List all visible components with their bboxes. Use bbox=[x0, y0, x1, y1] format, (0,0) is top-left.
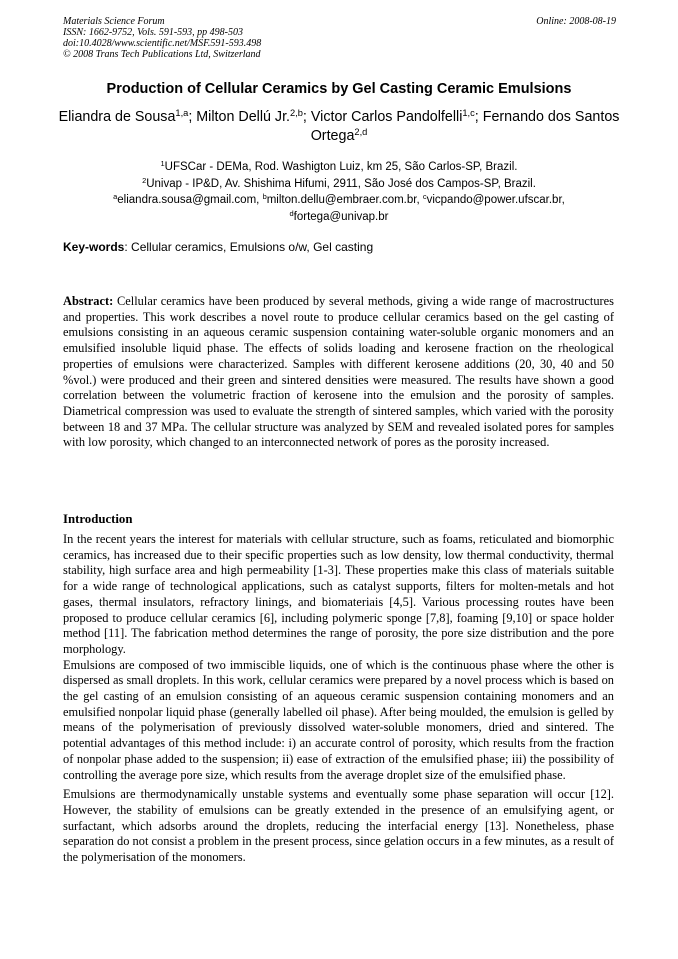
intro-paragraph-3: Emulsions are thermodynamically unstable systems and eventually some phase separation will occur [12]. However, the stability of emulsions can be greatly extended in the presence of an emulsifying agent, or surfactant, which adsorbs around the droplets, reducing the interfacial energy [13]. Nonetheless, phase separation do not consist a problem in the present process, since gelation occurs in a few minutes, as a result of the polymerisation of the monomers. bbox=[63, 787, 614, 865]
author-name: Eliandra de Sousa bbox=[58, 109, 176, 125]
author-superscript: 2,b bbox=[290, 108, 303, 119]
abstract-text: Cellular ceramics have been produced by several methods, giving a wide range of macrostructures and properties. This work describes a novel route to produce cellular ceramics based on the gel casting of emulsions consisting in an aqueous ceramic suspension containing water-soluble organic monomers and an emulsified insoluble liquid phase. The effects of solids loading and kerosene fraction on the rheological properties of emulsions were characterized. Samples with different kerosene additions (20, 30, 40 and 50 %vol.) were produced and their green and sintered densities were measured. The results have shown a good correlation between the volumetric fraction of kerosene into the emulsion and the porosity of samples. Diametrical compression was used to evaluate the strength of sintered samples, which varied with the porosity between 18 and 37 MPa. The cellular structure was analyzed by SEM and revealed isolated pores for samples with low porosity, which changed to an interconnected network of pores as the porosity increased. bbox=[63, 294, 614, 450]
affiliations bbox=[50, 159, 628, 225]
author-superscript: 2,d bbox=[354, 127, 368, 138]
affiliation-2 bbox=[50, 176, 628, 193]
author-list bbox=[55, 108, 623, 146]
paper-title: Production of Cellular Ceramics by Gel Casting Ceramic Emulsions bbox=[106, 81, 572, 97]
email-address[interactable]: eliandra.sousa@gmail.com, bbox=[117, 194, 263, 206]
author-superscript: 1,a bbox=[175, 108, 189, 119]
copyright-line: © 2008 Trans Tech Publications Ltd, Switzerland bbox=[63, 49, 261, 60]
author-superscript: 1,c bbox=[462, 108, 475, 119]
email-superscript: c bbox=[422, 192, 427, 202]
doi-line: doi:10.4028/www.scientific.net/MSF.591-593.498 bbox=[63, 38, 262, 49]
affiliation-text: Univap - IP&D, Av. Shishima Hifumi, 2911, São José dos Campos-SP, Brazil. bbox=[146, 177, 536, 190]
abstract-paragraph bbox=[63, 294, 614, 451]
email-line-2 bbox=[50, 209, 628, 226]
affiliation-text: UFSCar - DEMa, Rod. Washigton Luiz, km 25, São Carlos-SP, Brazil. bbox=[164, 161, 518, 173]
author-name: ; Fernando dos Santos Ortega bbox=[310, 109, 620, 144]
keywords-text: : Cellular ceramics, Emulsions o/w, Gel casting bbox=[124, 240, 374, 254]
issn-line: ISSN: 1662-9752, Vols. 591-593, pp 498-503 bbox=[63, 27, 243, 38]
journal-name: Materials Science Forum bbox=[63, 16, 165, 27]
email-superscript: b bbox=[262, 192, 267, 202]
author-name: ; Victor Carlos Pandolfelli bbox=[302, 109, 463, 125]
email-address[interactable]: milton.dellu@embraer.com.br, bbox=[266, 194, 423, 206]
introduction-body bbox=[63, 532, 614, 866]
intro-paragraph-1: In the recent years the interest for materials with cellular structure, such as foams, reticulated and biomorphic ceramics, has increased due to their specific properties such as low density, low thermal conductivity, thermal stability, high surface area and high permeability [1-3]. These properties make this class of materials suitable for a wide range of technological applications, such as catalyst supports, filters for molten-metals and hot gases, thermal insulators, refractory linings, and biomateriais [4,5]. Various processing routes have been proposed to produce cellular ceramics [6], including polymeric sponge [7,8], foaming [9,10] or space holder method [11]. The fabrication method determines the range of porosity, the pore size distribution and the pore morphology. bbox=[63, 532, 614, 656]
email-address[interactable]: vicpando@power.ufscar.br, bbox=[426, 194, 565, 206]
affiliation-1 bbox=[50, 159, 628, 176]
section-heading-introduction: Introduction bbox=[63, 512, 133, 526]
email-address[interactable]: fortega@univap.br bbox=[293, 210, 389, 223]
keywords-label: Key-words bbox=[63, 240, 125, 254]
intro-paragraph-2: Emulsions are composed of two immiscible liquids, one of which is the continuous phase where the other is dispersed as small droplets. In this work, cellular ceramics were prepared by a novel process which is based on the gel casting of an emulsion consisting of an aqueous ceramic suspension containing monomers and an emulsified nonpolar liquid phase (generally labelled oil phase). After being moulded, the emulsion is gelled by means of the polymerisation of previously dissolved water-soluble monomers, dried and sintered. The potential advantages of this method include: i) an accurate control of porosity, which results from the fraction of nonpolar phase added to the suspension; ii) ease of extraction of the emulsified phase; iii) the possibility of controlling the average pore size, which results from the average droplet size of the emulsified phase. bbox=[63, 657, 614, 782]
keywords-line bbox=[63, 240, 373, 254]
abstract-label: Abstract: bbox=[63, 294, 114, 308]
affiliation-superscript: 1 bbox=[160, 159, 165, 169]
email-superscript: a bbox=[113, 192, 118, 202]
email-superscript: d bbox=[289, 208, 294, 218]
author-name: ; Milton Dellú Jr. bbox=[188, 109, 291, 125]
online-date: Online: 2008-08-19 bbox=[536, 16, 616, 27]
affiliation-superscript: 2 bbox=[142, 175, 147, 185]
email-line-1 bbox=[50, 192, 628, 209]
journal-header bbox=[63, 16, 261, 60]
